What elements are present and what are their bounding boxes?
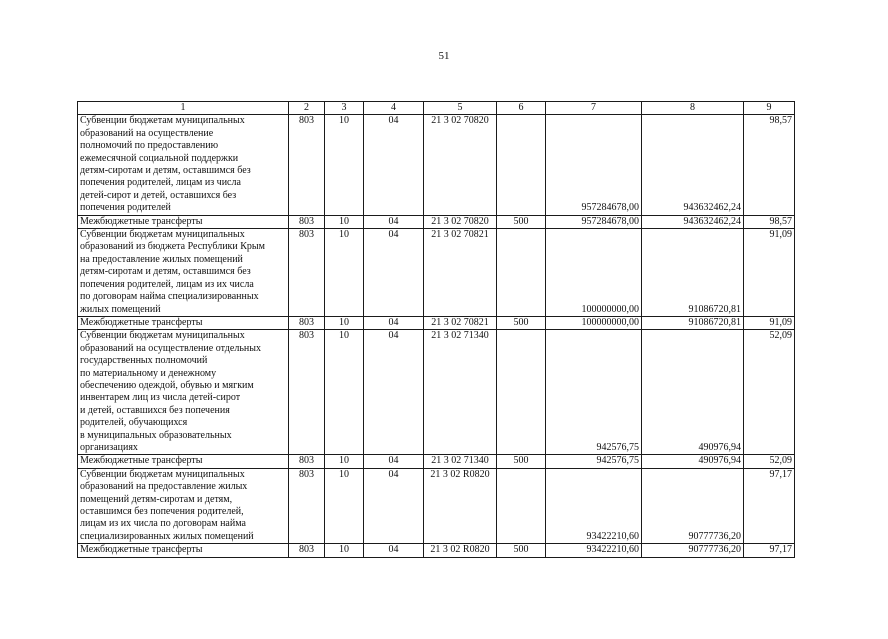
- row-expense-type: 500: [497, 215, 546, 228]
- row-plan-amount: 93422210,60: [546, 544, 642, 557]
- row-section-code: 10: [325, 115, 364, 215]
- row-target-code: 21 3 02 R0820: [424, 544, 497, 557]
- row-actual-amount: 490976,94: [642, 330, 744, 455]
- row-name: Субвенции бюджетам муниципальных образований из бюджета Республики Крым на предоставление жилых помещений детям-сиротам и детям, оставшимся без попечения родителей, лицам из их числа по договорам найма специализированных жилых помещений: [78, 229, 289, 317]
- table-row: [78, 455, 795, 468]
- row-plan-amount: 942576,75: [546, 455, 642, 468]
- row-actual-amount: 490976,94: [642, 455, 744, 468]
- row-name: Межбюджетные трансферты: [78, 215, 289, 228]
- row-section-code: 10: [325, 215, 364, 228]
- row-ministry-code: 803: [289, 455, 325, 468]
- row-actual-amount: 943632462,24: [642, 215, 744, 228]
- header-cell-4: 4: [364, 102, 424, 115]
- row-subsection-code: 04: [364, 316, 424, 329]
- table-row: [78, 544, 795, 557]
- row-name: Межбюджетные трансферты: [78, 455, 289, 468]
- row-subsection-code: 04: [364, 115, 424, 215]
- row-target-code: 21 3 02 71340: [424, 330, 497, 455]
- row-subsection-code: 04: [364, 544, 424, 557]
- table-row: [78, 316, 795, 329]
- row-target-code: 21 3 02 R0820: [424, 468, 497, 543]
- page-number: 51: [438, 50, 450, 62]
- row-name: Межбюджетные трансферты: [78, 316, 289, 329]
- row-percent: 98,57: [744, 115, 795, 215]
- row-expense-type: 500: [497, 544, 546, 557]
- header-cell-2: 2: [289, 102, 325, 115]
- budget-table: [77, 101, 795, 558]
- row-section-code: 10: [325, 468, 364, 543]
- header-cell-7: 7: [546, 102, 642, 115]
- row-subsection-code: 04: [364, 455, 424, 468]
- row-subsection-code: 04: [364, 229, 424, 317]
- row-plan-amount: 942576,75: [546, 330, 642, 455]
- row-percent: 97,17: [744, 544, 795, 557]
- row-name: Субвенции бюджетам муниципальных образований на предоставление жилых помещений детям-сиротам и детям, оставшимся без попечения родителей, лицам из их числа по договорам найма специализированных жилых помещений: [78, 468, 289, 543]
- row-section-code: 10: [325, 455, 364, 468]
- row-actual-amount: 90777736,20: [642, 468, 744, 543]
- row-ministry-code: 803: [289, 215, 325, 228]
- row-percent: 91,09: [744, 229, 795, 317]
- table-row: [78, 468, 795, 543]
- row-ministry-code: 803: [289, 468, 325, 543]
- row-actual-amount: 90777736,20: [642, 544, 744, 557]
- row-actual-amount: 91086720,81: [642, 229, 744, 317]
- row-target-code: 21 3 02 70820: [424, 115, 497, 215]
- row-ministry-code: 803: [289, 316, 325, 329]
- row-target-code: 21 3 02 71340: [424, 455, 497, 468]
- row-section-code: 10: [325, 544, 364, 557]
- header-cell-1: 1: [78, 102, 289, 115]
- row-ministry-code: 803: [289, 544, 325, 557]
- row-section-code: 10: [325, 229, 364, 317]
- row-expense-type: 500: [497, 455, 546, 468]
- row-plan-amount: 100000000,00: [546, 229, 642, 317]
- row-actual-amount: 91086720,81: [642, 316, 744, 329]
- row-ministry-code: 803: [289, 229, 325, 317]
- row-target-code: 21 3 02 70820: [424, 215, 497, 228]
- row-section-code: 10: [325, 330, 364, 455]
- row-section-code: 10: [325, 316, 364, 329]
- row-percent: 98,57: [744, 215, 795, 228]
- row-name: Межбюджетные трансферты: [78, 544, 289, 557]
- row-ministry-code: 803: [289, 115, 325, 215]
- row-plan-amount: 957284678,00: [546, 215, 642, 228]
- row-ministry-code: 803: [289, 330, 325, 455]
- row-expense-type: [497, 330, 546, 455]
- row-plan-amount: 957284678,00: [546, 115, 642, 215]
- row-percent: 97,17: [744, 468, 795, 543]
- row-name: Субвенции бюджетам муниципальных образований на осуществление отдельных государственных полномочий по материальному и денежному обеспечению одеждой, обувью и мягким инвентарем лиц из числа детей-сирот и детей, оставшихся без попечения родителей, обучающихся в муниципальных образовательных организациях: [78, 330, 289, 455]
- header-row: [78, 102, 795, 115]
- row-expense-type: [497, 229, 546, 317]
- header-cell-8: 8: [642, 102, 744, 115]
- row-percent: 52,09: [744, 330, 795, 455]
- row-subsection-code: 04: [364, 468, 424, 543]
- header-cell-3: 3: [325, 102, 364, 115]
- row-plan-amount: 93422210,60: [546, 468, 642, 543]
- header-cell-9: 9: [744, 102, 795, 115]
- header-cell-6: 6: [497, 102, 546, 115]
- row-plan-amount: 100000000,00: [546, 316, 642, 329]
- row-percent: 91,09: [744, 316, 795, 329]
- row-subsection-code: 04: [364, 215, 424, 228]
- row-expense-type: [497, 468, 546, 543]
- table-row: [78, 229, 795, 317]
- row-percent: 52,09: [744, 455, 795, 468]
- header-cell-5: 5: [424, 102, 497, 115]
- row-expense-type: 500: [497, 316, 546, 329]
- table-row: [78, 330, 795, 455]
- row-name: Субвенции бюджетам муниципальных образований на осуществление полномочий по предоставлению ежемесячной социальной поддержки детям-сиротам и детям, оставшимся без попечения родителей, лицам из числа детей-сирот и детей, оставшихся без попечения родителей: [78, 115, 289, 215]
- row-actual-amount: 943632462,24: [642, 115, 744, 215]
- table-row: [78, 115, 795, 215]
- row-subsection-code: 04: [364, 330, 424, 455]
- row-target-code: 21 3 02 70821: [424, 229, 497, 317]
- row-target-code: 21 3 02 70821: [424, 316, 497, 329]
- table-row: [78, 215, 795, 228]
- row-expense-type: [497, 115, 546, 215]
